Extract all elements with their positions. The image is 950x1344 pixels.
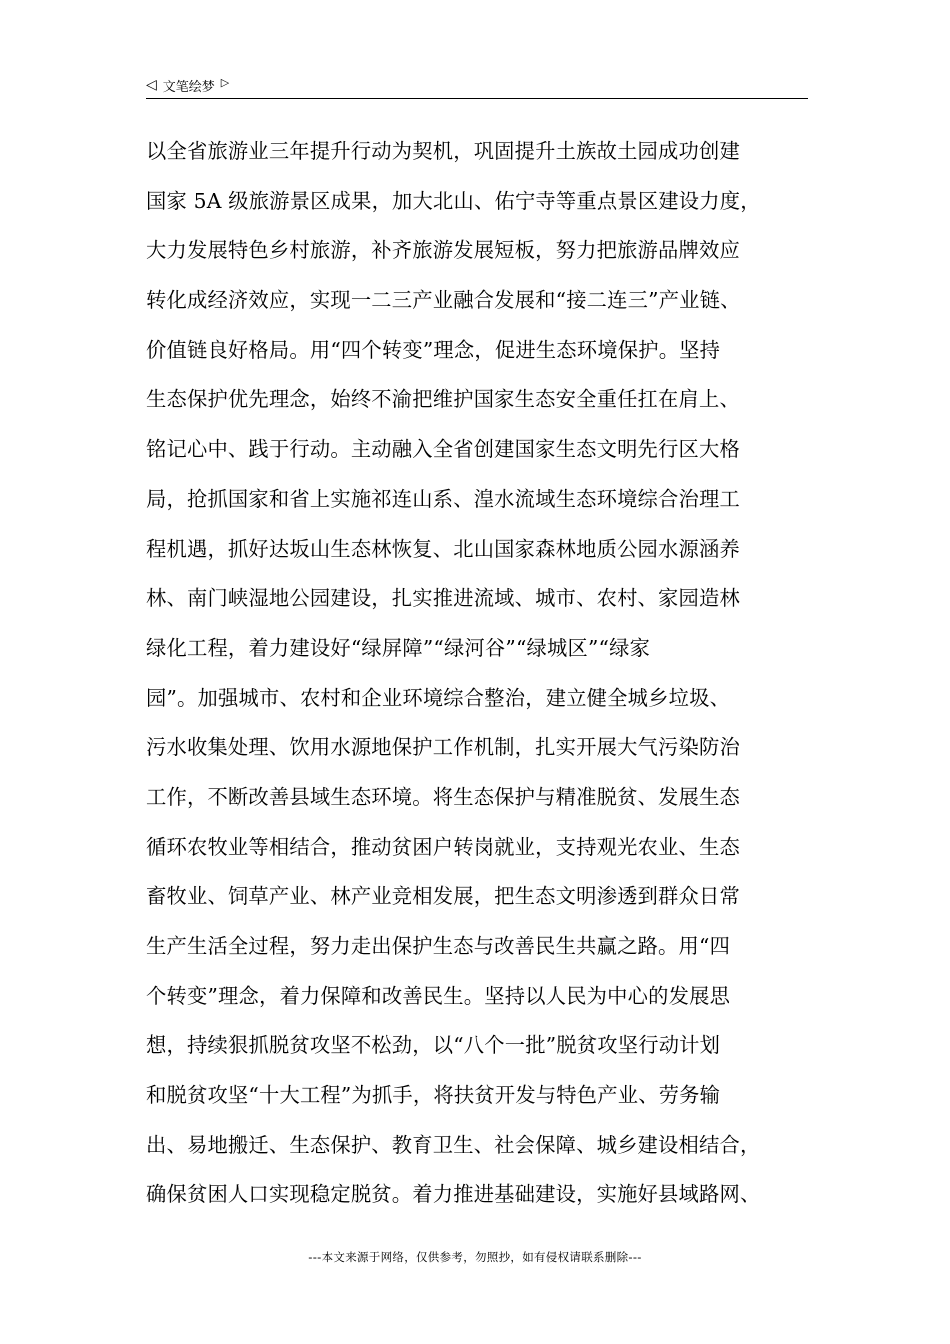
paragraph-line: 国家 5A 级旅游景区成果，加大北山、佑宁寺等重点景区建设力度， [146, 188, 761, 213]
document-body [146, 127, 811, 1220]
header-rule [146, 98, 808, 99]
paragraph-line: 想，持续狠抓脱贫攻坚不松劲，以“八个一批”脱贫攻坚行动计划 [146, 1033, 721, 1058]
paragraph-line: 大力发展特色乡村旅游，补齐旅游发展短板，努力把旅游品牌效应 [146, 238, 740, 263]
page-footer: ---本文来源于网络，仅供参考，勿照抄，如有侵权请联系删除--- [308, 1250, 642, 1264]
paragraph-line: 畜牧业、饲草产业、林产业竞相发展，把生态文明渗透到群众日常 [146, 884, 740, 909]
paragraph-line: 价值链良好格局。用“四个转变”理念，促进生态环境保护。坚持 [146, 337, 721, 362]
paragraph-line: 污水收集处理、饮用水源地保护工作机制，扎实开展大气污染防治 [146, 735, 740, 760]
paragraph-line: 出、易地搬迁、生态保护、教育卫生、社会保障、城乡建设相结合， [146, 1132, 761, 1157]
paragraph-line: 和脱贫攻坚“十大工程”为抓手，将扶贫开发与特色产业、劳务输 [146, 1083, 721, 1108]
left-triangle-icon: ◁ [146, 77, 157, 93]
paragraph-line: 生态保护优先理念，始终不渝把维护国家生态安全重任扛在肩上、 [146, 387, 740, 412]
paragraph-line: 转化成经济效应，实现一二三产业融合发展和“接二连三”产业链、 [146, 288, 741, 313]
paragraph-line: 循环农牧业等相结合，推动贫困户转岗就业，支持观光农业、生态 [146, 834, 740, 859]
paragraph-line: 个转变”理念，着力保障和改善民生。坚持以人民为中心的发展思 [146, 983, 731, 1008]
right-triangle-icon: ▷ [220, 75, 230, 89]
paragraph-line: 园”。加强城市、农村和企业环境综合整治，建立健全城乡垃圾、 [146, 685, 731, 710]
paragraph-line: 程机遇，抓好达坂山生态林恢复、北山国家森林地质公园水源涵养 [146, 536, 740, 561]
paragraph-line: 工作，不断改善县域生态环境。将生态保护与精准脱贫、发展生态 [146, 784, 740, 809]
paragraph-line: 以全省旅游业三年提升行动为契机，巩固提升土族故土园成功创建 [146, 139, 740, 163]
page-header [146, 72, 808, 98]
paragraph-line: 生产生活全过程，努力走出保护生态与改善民生共赢之路。用“四 [146, 934, 731, 958]
paragraph-line: 铭记心中、践于行动。主动融入全省创建国家生态文明先行区大格 [146, 437, 740, 462]
paragraph-line: 绿化工程，着力建设好“绿屏障”“绿河谷”“绿城区”“绿家 [146, 635, 651, 660]
paragraph-line: 局，抢抓国家和省上实施祁连山系、湟水流域生态环境综合治理工 [146, 486, 740, 511]
paragraph-line: 确保贫困人口实现稳定脱贫。着力推进基础建设，实施好县域路网、 [146, 1182, 761, 1207]
header-title: 文笔绘梦 [162, 79, 215, 95]
paragraph-line: 林、南门峡湿地公园建设，扎实推进流域、城市、农村、家园造林 [146, 586, 740, 611]
